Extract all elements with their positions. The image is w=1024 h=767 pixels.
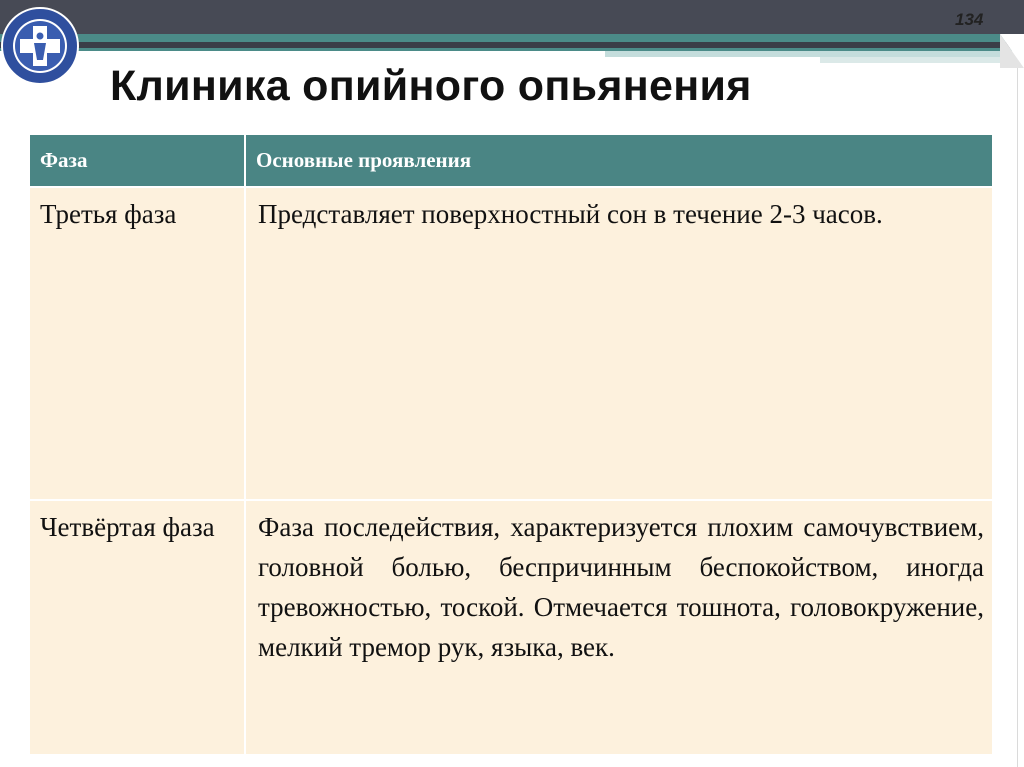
page-corner-fold [1000,34,1024,68]
table-header-row [30,135,993,187]
description-cell: Представляет поверхностный сон в течение 2-3 часов. [245,187,993,500]
top-bar [0,0,1024,34]
slide-border [1017,68,1018,767]
description-cell: Фаза последействия, характеризуется плохим самочувствием, головной болью, беспричинным беспокойством, иногда тревожностью, тоской. Отмечается тошнота, головокружение, мелкий тремор рук, языка, век. [245,500,993,755]
column-header-phase: Фаза [30,135,245,187]
table-row [30,500,993,755]
column-header-manifestations: Основные проявления [245,135,993,187]
slide-title: Клиника опийного опьянения [110,62,752,110]
phase-cell: Четвёртая фаза [30,500,245,755]
phase-cell: Третья фаза [30,187,245,500]
decorative-stripe [0,34,1024,42]
page-number: 134 [955,10,984,29]
table-row [30,187,993,500]
decorative-stripe [820,57,1000,63]
phase-table [30,135,994,756]
medical-cross-emblem-icon [0,6,80,86]
